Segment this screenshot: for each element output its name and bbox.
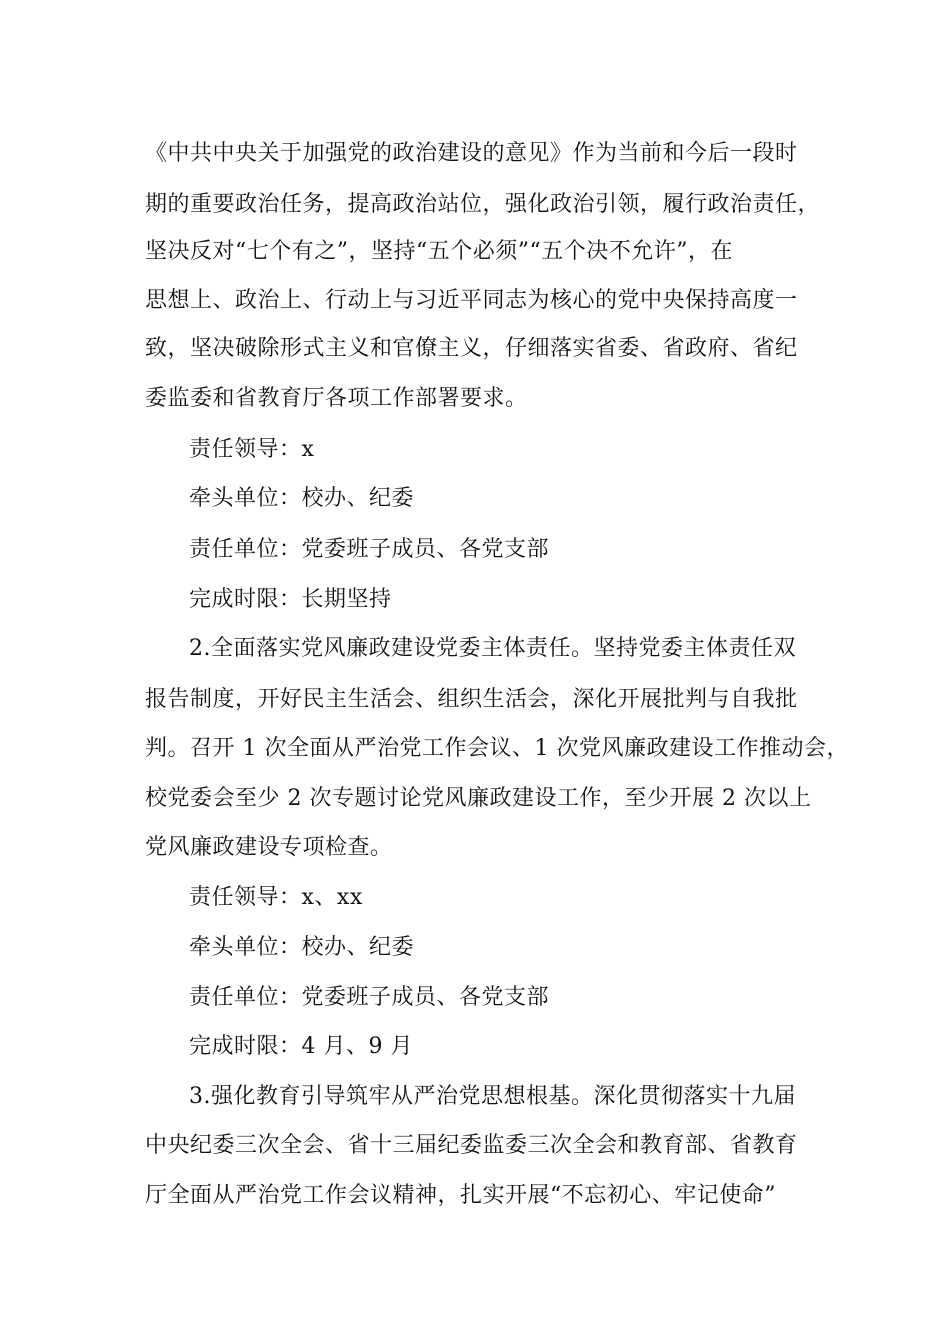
paragraph-1-line-3: 坚决反对“七个有之”，坚持“五个必须”“五个决不允许”，在	[145, 239, 733, 264]
paragraph-1-line-4: 思想上、政治上、行动上与习近平同志为核心的党中央保持高度一	[145, 288, 798, 313]
item-2-leader: 责任领导：x、xx	[189, 885, 363, 910]
item-1-lead-unit: 牵头单位：校办、纪委	[189, 486, 415, 511]
paragraph-2-line-3: 判。召开 1 次全面从严治党工作会议、1 次党风廉政建设工作推动会，	[145, 736, 849, 761]
paragraph-3-line-3: 厅全面从严治党工作会议精神，扎实开展“不忘初心、牢记使命”	[145, 1183, 776, 1208]
item-1-deadline: 完成时限：长期坚持	[189, 587, 392, 612]
paragraph-1-line-1: 《中共中央关于加强党的政治建设的意见》作为当前和今后一段时	[145, 141, 798, 166]
paragraph-2-line-1: 2.全面落实党风廉政建设党委主体责任。坚持党委主体责任双	[189, 636, 796, 661]
paragraph-1-line-2: 期的重要政治任务，提高政治站位，强化政治引领，履行政治责任，	[145, 192, 821, 217]
paragraph-3-line-1: 3.强化教育引导筑牢从严治党思想根基。深化贯彻落实十九届	[189, 1084, 796, 1109]
paragraph-3-line-2: 中央纪委三次全会、省十三届纪委监委三次全会和教育部、省教育	[145, 1133, 798, 1158]
paragraph-1-line-5: 致，坚决破除形式主义和官僚主义，仔细落实省委、省政府、省纪	[145, 336, 798, 361]
paragraph-2-line-2: 报告制度，开好民主生活会、组织生活会，深化开展批判与自我批	[145, 687, 798, 712]
paragraph-2-line-4: 校党委会至少 2 次专题讨论党风廉政建设工作，至少开展 2 次以上	[145, 786, 812, 811]
item-1-responsible-unit: 责任单位：党委班子成员、各党支部	[189, 537, 550, 562]
paragraph-1-line-6: 委监委和省教育厅各项工作部署要求。	[145, 386, 528, 411]
paragraph-2-line-5: 党风廉政建设专项检查。	[145, 835, 393, 860]
item-2-lead-unit: 牵头单位：校办、纪委	[189, 935, 415, 960]
item-2-responsible-unit: 责任单位：党委班子成员、各党支部	[189, 985, 550, 1010]
item-1-leader: 责任领导：x	[189, 437, 315, 462]
item-2-deadline: 完成时限：4 月、9 月	[189, 1034, 413, 1059]
